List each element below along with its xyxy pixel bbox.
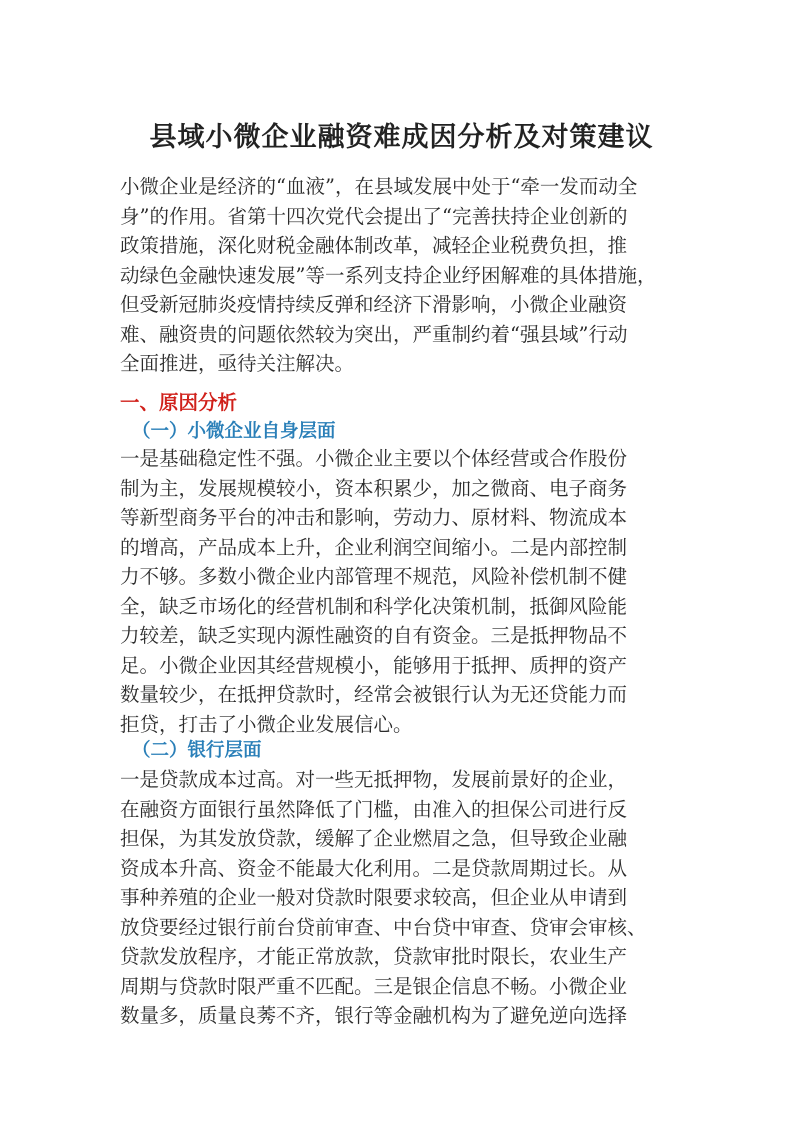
text-line: 担保，为其发放贷款，缓解了企业燃眉之急，但导致企业融: [120, 827, 628, 850]
intro-paragraph: [120, 172, 683, 379]
text-line: 足。小微企业因其经营规模小，能够用于抵押、质押的资产: [120, 653, 628, 677]
text-line: 资成本升高、资金不能最大化利用。二是贷款周期过长。从: [120, 856, 628, 880]
text-line: 在融资方面银行虽然降低了门槛，由准入的担保公司进行反: [120, 797, 628, 821]
section-heading-causes: 一、原因分析: [120, 391, 238, 414]
text-line: 身”的作用。省第十四次党代会提出了“完善扶持企业创新的: [120, 204, 628, 228]
document-title: 县域小微企业融资难成因分析及对策建议: [149, 122, 654, 153]
text-line: 制为主，发展规模较小，资本积累少，加之微商、电子商务: [120, 476, 628, 500]
text-line: 拒贷，打击了小微企业发展信心。: [120, 712, 413, 736]
text-line: 周期与贷款时限严重不匹配。三是银企信息不畅。小微企业: [120, 974, 628, 998]
text-line: 但受新冠肺炎疫情持续反弹和经济下滑影响，小微企业融资: [120, 293, 628, 316]
text-line: 数量较少，在抵押贷款时，经常会被银行认为无还贷能力而: [120, 683, 628, 706]
text-line: 动绿色金融快速发展”等一系列支持企业纾困解难的具体措施，: [120, 263, 657, 287]
text-line: 全，缺乏市场化的经营机制和科学化决策机制，抵御风险能: [120, 594, 628, 618]
text-line: 小微企业是经济的“血液”，在县域发展中处于“牵一发而动全: [120, 175, 638, 198]
text-line: 放贷要经过银行前台贷前审查、中台贷中审查、贷审会审核、: [120, 915, 647, 939]
text-line: 政策措施，深化财税金融体制改革，减轻企业税费负担，推: [120, 234, 628, 257]
text-line: 事种养殖的企业一般对贷款时限要求较高，但企业从申请到: [120, 886, 628, 909]
text-line: 贷款发放程序，才能正常放款，贷款审批时限长，农业生产: [120, 945, 628, 968]
subheading-enterprise-level: （一）小微企业自身层面: [132, 421, 336, 442]
text-line: 一是基础稳定性不强。小微企业主要以个体经营或合作股份: [120, 447, 628, 470]
text-line: 力较差，缺乏实现内源性融资的自有资金。三是抵押物品不: [120, 624, 628, 647]
text-line: 难、融资贵的问题依然较为突出，严重制约着“强县域”行动: [120, 322, 628, 346]
subheading-bank-level: （二）银行层面: [132, 740, 262, 761]
text-line: 数量多，质量良莠不齐，银行等金融机构为了避免逆向选择: [120, 1004, 628, 1027]
bank-level-paragraph: [120, 765, 683, 1031]
text-line: 等新型商务平台的冲击和影响，劳动力、原材料、物流成本: [120, 506, 628, 529]
text-line: 力不够。多数小微企业内部管理不规范，风险补偿机制不健: [120, 565, 628, 588]
enterprise-level-paragraph: [120, 444, 683, 739]
text-line: 一是贷款成本过高。对一些无抵押物，发展前景好的企业，: [120, 768, 628, 791]
text-line: 的增高，产品成本上升，企业利润空间缩小。二是内部控制: [120, 535, 628, 559]
text-line: 全面推进，亟待关注解决。: [120, 352, 355, 375]
